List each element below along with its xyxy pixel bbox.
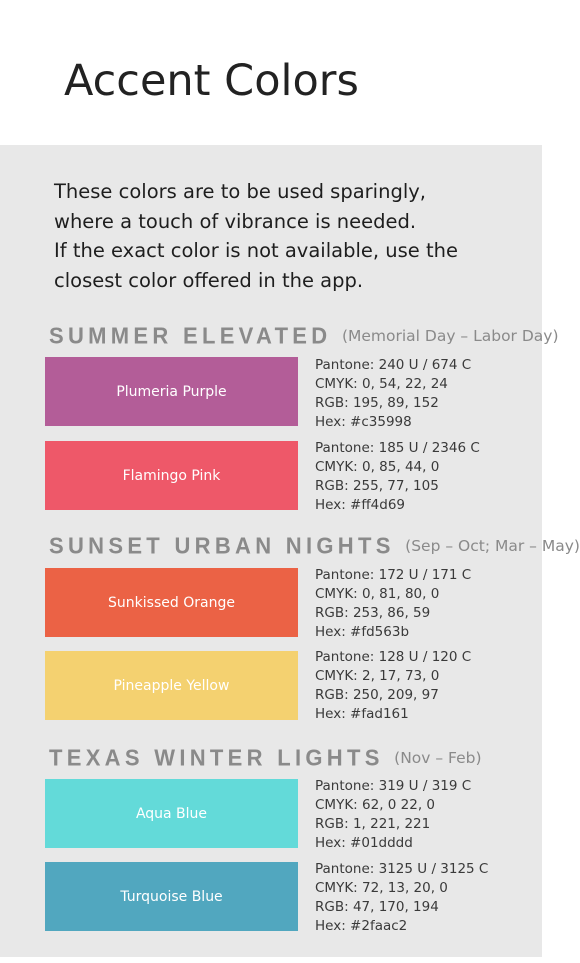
hex-value: Hex: #ff4d69 xyxy=(315,497,405,513)
color-specs-pineapple-yellow xyxy=(315,648,471,724)
rgb-value: RGB: 253, 86, 59 xyxy=(315,605,431,621)
color-swatch-flamingo-pink xyxy=(45,441,298,510)
cmyk-value: CMYK: 0, 81, 80, 0 xyxy=(315,586,440,602)
color-swatch-aqua-blue xyxy=(45,779,298,848)
pantone-value: Pantone: 319 U / 319 C xyxy=(315,778,472,794)
color-swatch-pineapple-yellow xyxy=(45,651,298,720)
swatch-label: Aqua Blue xyxy=(135,805,208,822)
swatch-label: Sunkissed Orange xyxy=(108,594,235,611)
color-swatch-turquoise-blue xyxy=(45,862,298,931)
swatch-label: Plumeria Purple xyxy=(116,383,227,400)
swatch-label: Flamingo Pink xyxy=(122,467,221,484)
bottom-margin xyxy=(0,957,542,963)
cmyk-value: CMYK: 72, 13, 20, 0 xyxy=(315,880,448,896)
pantone-value: Pantone: 185 U / 2346 C xyxy=(315,440,480,456)
hex-value: Hex: #fad161 xyxy=(315,706,409,722)
intro-line: If the exact color is not available, use the xyxy=(54,239,458,262)
rgb-value: RGB: 1, 221, 221 xyxy=(315,816,431,832)
color-specs-aqua-blue xyxy=(315,777,471,853)
rgb-value: RGB: 195, 89, 152 xyxy=(315,395,439,411)
color-specs-turquoise-blue xyxy=(315,860,488,936)
section-heading-sunset-urban-nights xyxy=(49,533,580,559)
color-specs-plumeria-purple xyxy=(315,356,471,432)
section-name: SUNSET URBAN NIGHTS xyxy=(49,532,395,559)
rgb-value: RGB: 47, 170, 194 xyxy=(315,899,439,915)
hex-value: Hex: #2faac2 xyxy=(315,918,408,934)
color-swatch-sunkissed-orange xyxy=(45,568,298,637)
pantone-value: Pantone: 172 U / 171 C xyxy=(315,567,472,583)
section-dates: (Nov – Feb) xyxy=(394,749,482,767)
intro-text xyxy=(54,177,524,295)
hex-value: Hex: #fd563b xyxy=(315,624,410,640)
cmyk-value: CMYK: 0, 54, 22, 24 xyxy=(315,376,448,392)
section-dates: (Sep – Oct; Mar – May) xyxy=(405,537,580,555)
section-heading-summer-elevated xyxy=(49,323,559,349)
rgb-value: RGB: 250, 209, 97 xyxy=(315,687,439,703)
swatch-label: Turquoise Blue xyxy=(120,888,223,905)
hex-value: Hex: #c35998 xyxy=(315,414,412,430)
rgb-value: RGB: 255, 77, 105 xyxy=(315,478,439,494)
header xyxy=(0,0,542,145)
intro-line: closest color offered in the app. xyxy=(54,268,364,292)
page-title: Accent Colors xyxy=(64,56,359,106)
color-specs-sunkissed-orange xyxy=(315,566,471,642)
section-dates: (Memorial Day – Labor Day) xyxy=(341,327,559,345)
pantone-value: Pantone: 3125 U / 3125 C xyxy=(315,861,489,877)
intro-line: where a touch of vibrance is needed. xyxy=(54,209,417,233)
intro-line: These colors are to be used sparingly, xyxy=(54,180,426,203)
color-specs-flamingo-pink xyxy=(315,439,480,515)
pantone-value: Pantone: 128 U / 120 C xyxy=(315,649,472,665)
swatch-label: Pineapple Yellow xyxy=(113,677,230,694)
pantone-value: Pantone: 240 U / 674 C xyxy=(315,357,472,373)
section-name: TEXAS WINTER LIGHTS xyxy=(49,744,384,771)
color-swatch-plumeria-purple xyxy=(45,357,298,426)
hex-value: Hex: #01dddd xyxy=(315,835,413,851)
section-heading-texas-winter-lights xyxy=(49,745,482,771)
cmyk-value: CMYK: 0, 85, 44, 0 xyxy=(315,459,440,475)
cmyk-value: CMYK: 2, 17, 73, 0 xyxy=(315,668,440,684)
cmyk-value: CMYK: 62, 0 22, 0 xyxy=(315,797,436,813)
section-name: SUMMER ELEVATED xyxy=(49,322,332,349)
